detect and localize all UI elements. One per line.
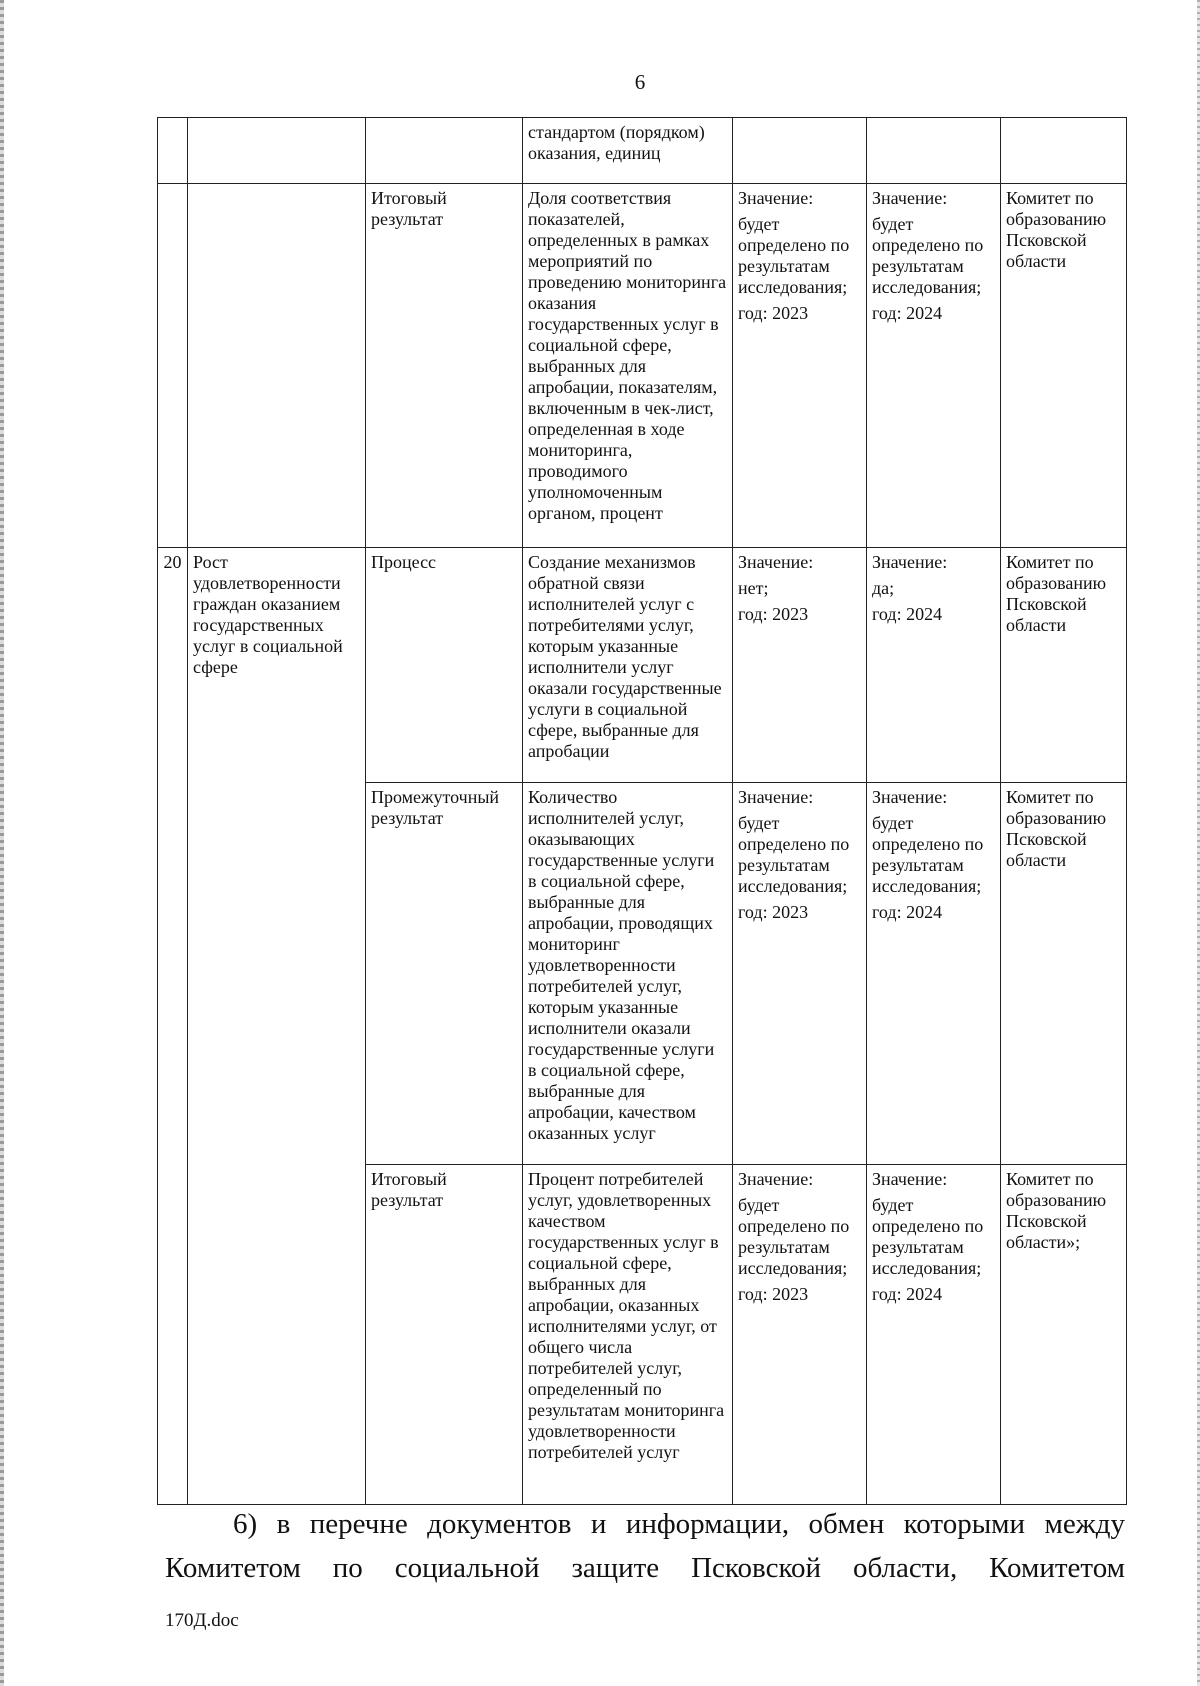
stage-cell: Промежуточный результат xyxy=(366,783,523,1165)
value-text: будет определено по результатам исследования; xyxy=(738,1195,850,1278)
value-year: год: 2023 xyxy=(738,303,809,323)
value-2024-cell xyxy=(867,783,1001,1165)
stage-cell: Процесс xyxy=(366,548,523,783)
value-2023-cell xyxy=(733,548,867,783)
page-number: 6 xyxy=(634,70,646,94)
row-number-cell xyxy=(158,118,188,184)
responsible-cell: Комитет по образованию Псковской области xyxy=(1001,783,1127,1165)
footer-filename: 170Д.doc xyxy=(165,1610,239,1631)
stage-cell xyxy=(366,118,523,184)
value-text: будет определено по результатам исследования; xyxy=(738,813,850,896)
indicator-cell: Создание механизмов обратной связи исполнителей услуг с потребителями услуг, которым указанные исполнители услуг оказали государственные услуги в социальной сфере, выбранные для апробации xyxy=(523,548,733,783)
value-text: да; xyxy=(872,578,895,598)
indicator-cell: Доля соответствия показателей, определенных в рамках мероприятий по проведению мониторинга оказания государственных услуг в социальной сфере, выбранных для апробации, показателям, включенным в чек-лист, определенная в ходе мониторинга, проводимого уполномоченным органом, процент xyxy=(523,184,733,548)
stage-cell: Итоговый результат xyxy=(366,1165,523,1505)
value-label: Значение: xyxy=(738,787,814,807)
value-label: Значение: xyxy=(738,188,814,208)
body-paragraph-line: Комитетом по социальной защите Псковской области, Комитетом xyxy=(165,1552,1125,1584)
value-text: будет определено по результатам исследования; xyxy=(872,1195,984,1278)
value-label: Значение: xyxy=(738,1169,814,1189)
value-label: Значение: xyxy=(872,787,948,807)
goal-cell xyxy=(188,184,366,548)
table-row xyxy=(158,118,1127,184)
value-year: год: 2024 xyxy=(872,902,943,922)
value-2024-cell xyxy=(867,118,1001,184)
value-year: год: 2023 xyxy=(738,604,809,624)
responsible-cell: Комитет по образованию Псковской области xyxy=(1001,548,1127,783)
indicator-cell: Количество исполнителей услуг, оказывающих государственные услуги в социальной сфере, выбранные для апробации, проводящих мониторинг удовлетворенности потребителей услуг, которым указанные исполнители оказали государственные услуги в социальной сфере, выбранные для апробации, качеством оказанных услуг xyxy=(523,783,733,1165)
table-row xyxy=(158,548,1127,783)
value-text: будет определено по результатам исследования; xyxy=(872,813,984,896)
value-2024-cell xyxy=(867,548,1001,783)
value-label: Значение: xyxy=(872,1169,948,1189)
value-label: Значение: xyxy=(872,188,948,208)
value-2024-cell xyxy=(867,184,1001,548)
value-year: год: 2024 xyxy=(872,604,943,624)
value-text: нет; xyxy=(738,578,769,598)
value-year: год: 2024 xyxy=(872,1284,943,1304)
indicator-cell: стандартом (порядком) оказания, единиц xyxy=(523,118,733,184)
value-text: будет определено по результатам исследования; xyxy=(872,214,984,297)
scan-edge-left xyxy=(0,0,4,1686)
goal-cell: Рост удовлетворенности граждан оказанием государственных услуг в социальной сфере xyxy=(188,548,366,1505)
value-year: год: 2023 xyxy=(738,1284,809,1304)
value-label: Значение: xyxy=(738,552,814,572)
goal-cell xyxy=(188,118,366,184)
table-row xyxy=(158,184,1127,548)
value-2023-cell xyxy=(733,783,867,1165)
value-year: год: 2024 xyxy=(872,303,943,323)
row-number-cell: 20 xyxy=(158,548,188,1505)
value-2024-cell xyxy=(867,1165,1001,1505)
body-paragraph-line: 6) в перечне документов и информации, обмен которыми между xyxy=(233,1508,1125,1540)
value-2023-cell xyxy=(733,1165,867,1505)
indicators-table xyxy=(157,117,1127,1505)
responsible-cell: Комитет по образованию Псковской области xyxy=(1001,184,1127,548)
indicator-cell: Процент потребителей услуг, удовлетворенных качеством государственных услуг в социальной сфере, выбранных для апробации, оказанных исполнителями услуг, от общего числа потребителей услуг, определенный по результатам мониторинга удовлетворенности потребителей услуг xyxy=(523,1165,733,1505)
value-2023-cell xyxy=(733,184,867,548)
stage-cell: Итоговый результат xyxy=(366,184,523,548)
row-number-cell xyxy=(158,184,188,548)
value-2023-cell xyxy=(733,118,867,184)
responsible-cell xyxy=(1001,118,1127,184)
value-text: будет определено по результатам исследования; xyxy=(738,214,850,297)
responsible-cell: Комитет по образованию Псковской области»; xyxy=(1001,1165,1127,1505)
value-label: Значение: xyxy=(872,552,948,572)
value-year: год: 2023 xyxy=(738,902,809,922)
